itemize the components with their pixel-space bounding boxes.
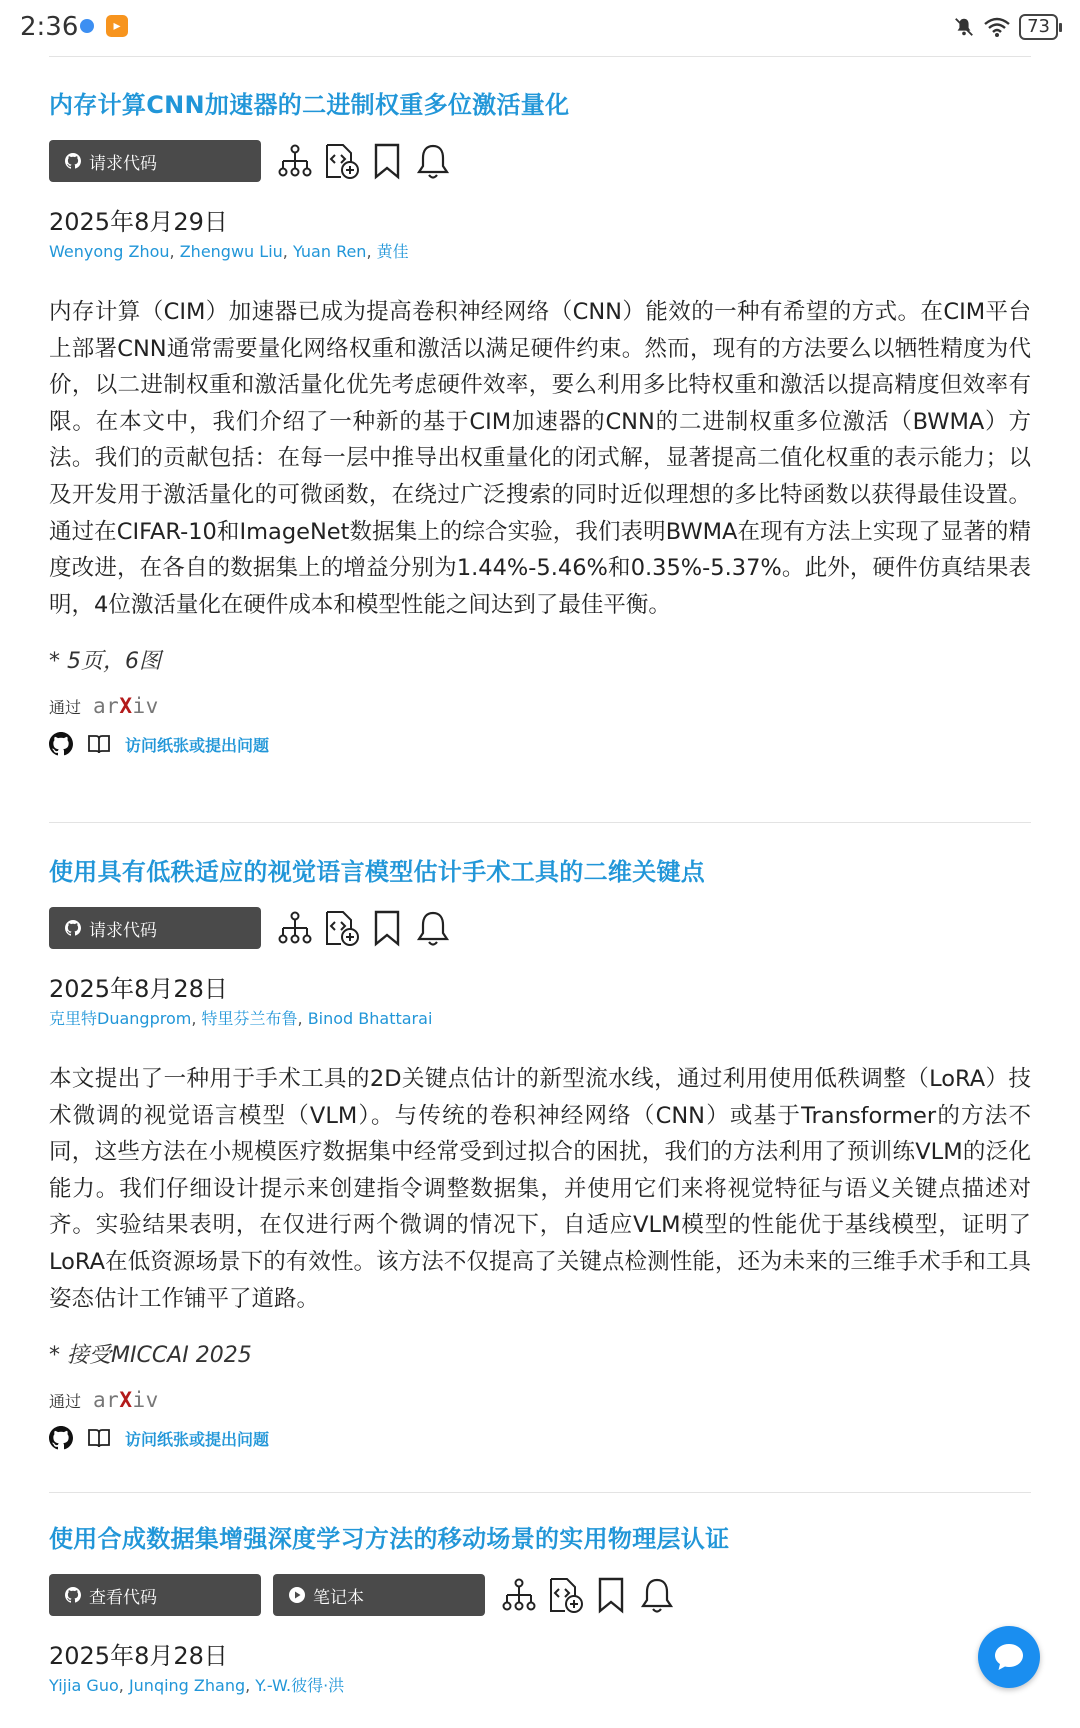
paper-abstract: 内存计算（CIM）加速器已成为提高卷积神经网络（CNN）能效的一种有希望的方式。在CIM平台上部署CNN通常需要量化网络权重和激活以满足硬件约束。然而，现有的方法要么以牺牲精度为代价，以二进制权重和激活量化优先考虑硬件效率，要么利用多比特权重和激活以提高精度但效率有限。在本文中，我们介绍了一种新的基于CIM加速器的CNN的二进制权重多位激活（BWMA）方法。我们的贡献包括：在每一层中推导出权重量化的闭式解，显著提高二值化权重的表示能力；以及开发用于激活量化的可微函数，在绕过广泛搜索的同时近似理想的多比特函数以获得最佳设置。通过在CIFAR-10和ImageNet数据集上的综合实验，我们表明BWMA在现有方法上实现了显著的精度改进，在各自的数据集上的增益分别为1.44%-5.46%和0.35%-5.37%。此外，硬件仿真结果表明，4位激活量化在硬件成本和模型性能之间达到了最佳平衡。: [49, 299, 1031, 618]
github-icon[interactable]: [49, 732, 73, 756]
author-link[interactable]: 特里芬兰布鲁: [201, 1009, 298, 1028]
paper-links: [49, 1423, 1031, 1453]
author-link[interactable]: Junqing Zhang: [128, 1676, 246, 1695]
wifi-icon: [983, 16, 1011, 38]
arxiv-logo[interactable]: arXiv: [93, 1388, 159, 1413]
add-code-icon[interactable]: [319, 906, 363, 950]
github-icon: [65, 920, 81, 936]
hierarchy-icon[interactable]: [273, 906, 317, 950]
bookmark-icon[interactable]: [589, 1573, 633, 1617]
bookmark-icon[interactable]: [365, 139, 409, 183]
divider: [49, 822, 1031, 823]
paper-title[interactable]: 使用合成数据集增强深度学习方法的移动场景的实用物理层认证: [49, 1525, 730, 1553]
author-link[interactable]: Binod Bhattarai: [307, 1009, 433, 1028]
notebook-label: 笔记本: [313, 1587, 364, 1608]
paper-comment: * 接受MICCAI 2025: [49, 1343, 252, 1369]
book-icon[interactable]: [87, 733, 111, 755]
paper-title[interactable]: 内存计算CNN加速器的二进制权重多位激活量化: [49, 91, 570, 119]
paper-source: [49, 1385, 1031, 1415]
bookmark-icon[interactable]: [365, 906, 409, 950]
github-icon: [65, 153, 81, 169]
chat-button[interactable]: [978, 1626, 1040, 1688]
paper-links: [49, 729, 1031, 759]
divider: [49, 1492, 1031, 1493]
request-code-label: 请求代码: [89, 920, 157, 941]
paper-comment: * 5页，6图: [49, 649, 161, 675]
paper-date: 2025年8月28日: [49, 1642, 228, 1670]
battery-icon: 73: [1019, 14, 1058, 40]
hierarchy-icon[interactable]: [497, 1573, 541, 1617]
view-code-label: 查看代码: [89, 1587, 157, 1608]
add-code-icon[interactable]: [543, 1573, 587, 1617]
github-icon: [65, 1587, 81, 1603]
request-code-button[interactable]: [49, 907, 261, 949]
author-link[interactable]: 黄佳: [376, 242, 409, 261]
author-link[interactable]: Wenyong Zhou: [49, 242, 170, 261]
app-dot-icon: [80, 19, 94, 33]
paper-actions: [49, 1574, 1031, 1616]
play-circle-icon: [289, 1587, 305, 1603]
paper-actions: [49, 140, 1031, 182]
paper-source: [49, 691, 1031, 721]
bell-icon[interactable]: [635, 1573, 679, 1617]
book-icon[interactable]: [87, 1427, 111, 1449]
divider: [49, 56, 1031, 57]
paper-date: 2025年8月28日: [49, 975, 228, 1003]
paper-card: [49, 88, 1031, 759]
paper-authors: Yijia Guo, Junqing Zhang, Y.-W.彼得·洪: [49, 1676, 345, 1695]
author-link[interactable]: Yijia Guo: [49, 1676, 119, 1695]
author-link[interactable]: Yuan Ren: [292, 242, 367, 261]
hierarchy-icon[interactable]: [273, 139, 317, 183]
paper-actions: [49, 907, 1031, 949]
notebook-button[interactable]: [273, 1574, 485, 1616]
view-code-button[interactable]: [49, 1574, 261, 1616]
status-right: [953, 14, 1058, 40]
mute-icon: [953, 16, 975, 38]
paper-authors: Wenyong Zhou, Zhengwu Liu, Yuan Ren, 黄佳: [49, 242, 409, 261]
chat-bubble-icon: [992, 1641, 1026, 1673]
paper-card: [49, 855, 1031, 1453]
bell-icon[interactable]: [411, 906, 455, 950]
request-code-label: 请求代码: [89, 153, 157, 174]
paper-card: [49, 1522, 1031, 1698]
status-bar: [0, 0, 1080, 56]
author-link[interactable]: Zhengwu Liu: [179, 242, 283, 261]
add-code-icon[interactable]: [319, 139, 363, 183]
author-link[interactable]: Y.-W.彼得·洪: [255, 1676, 345, 1695]
visit-paper-link[interactable]: 访问纸张或提出问题: [125, 735, 270, 755]
app-badge-icon: ▸: [106, 15, 128, 37]
paper-abstract: 本文提出了一种用于手术工具的2D关键点估计的新型流水线，通过利用使用低秩调整（LoRA）技术微调的视觉语言模型（VLM）。与传统的卷积神经网络（CNN）或基于Transformer的方法不同，这些方法在小规模医疗数据集中经常受到过拟合的困扰，我们的方法利用了预训练VLM的泛化能力。我们仔细设计提示来创建指令调整数据集，并使用它们来将视觉特征与语义关键点描述对齐。实验结果表明，在仅进行两个微调的情况下，自适应VLM模型的性能优于基线模型，证明了LoRA在低资源场景下的有效性。该方法不仅提高了关键点检测性能，还为未来的三维手术手和工具姿态估计工作铺平了道路。: [49, 1066, 1031, 1312]
author-link[interactable]: 克里特Duangprom: [49, 1009, 192, 1028]
visit-paper-link[interactable]: 访问纸张或提出问题: [125, 1429, 270, 1449]
paper-title[interactable]: 使用具有低秩适应的视觉语言模型估计手术工具的二维关键点: [49, 858, 706, 886]
paper-authors: 克里特Duangprom, 特里芬兰布鲁, Binod Bhattarai: [49, 1009, 433, 1028]
status-time: 2:36: [20, 12, 79, 42]
arxiv-logo[interactable]: arXiv: [93, 694, 159, 719]
request-code-button[interactable]: [49, 140, 261, 182]
paper-date: 2025年8月29日: [49, 208, 228, 236]
via-label: 通过: [49, 1391, 82, 1411]
github-icon[interactable]: [49, 1426, 73, 1450]
bell-icon[interactable]: [411, 139, 455, 183]
via-label: 通过: [49, 697, 82, 717]
